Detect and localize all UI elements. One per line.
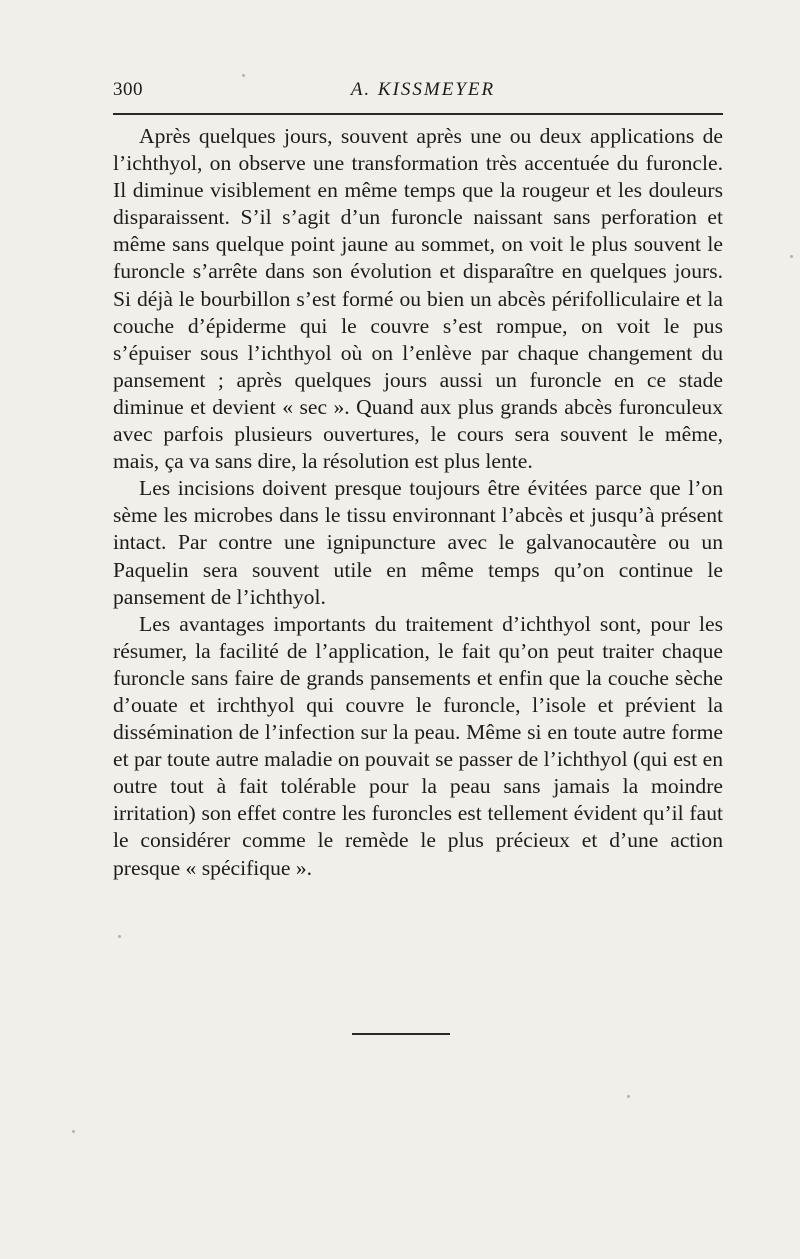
running-title: A. KISSMEYER <box>350 79 496 100</box>
paragraph-2: Les incisions doivent presque toujours être évitées parce que l’on sème les microbes dans le tissu environnant l’abcès et jusqu’à présent intact. Par contre une ignipuncture avec le galvanocautère ou un Paquelin sera souvent utile en même temps qu’on continue le pansement de l’ichthyol. <box>113 476 723 609</box>
paper-speck <box>72 1130 75 1133</box>
paper-speck <box>118 935 121 938</box>
paper-speck <box>242 74 245 77</box>
body-text <box>113 123 723 882</box>
page-number: 300 <box>113 79 143 100</box>
paragraph-3: Les avantages importants du traitement d’ichthyol sont, pour les résumer, la facilité de l’application, le fait qu’on peut traiter chaque furoncle sans faire de grands pansements et enfin que la couche sèche d’ouate et irchthyol qui couvre le furoncle, l’isole et prévient la dissémination de l’infection sur la peau. Même si en toute autre forme et par toute autre maladie on pouvait se passer de l’ichthyol (qui est en outre tout à fait tolérable pour la peau sans jamais la moindre irritation) son effet contre les furoncles est tellement évident qu’il faut le considérer comme le remède le plus précieux et d’une action presque « spécifique ». <box>113 611 723 880</box>
header-rule <box>113 113 723 115</box>
paper-speck <box>627 1095 630 1098</box>
paragraph-1: Après quelques jours, souvent après une ou deux applications de l’ichthyol, on observe une transformation très accentuée du furoncle. Il diminue visiblement en même temps que la rougeur et les douleurs disparaissent. S’il s’agit d’un furoncle naissant sans perforation et même sans quelque point jaune au sommet, on voit le plus souvent le furoncle s’arrête dans son évolution et disparaître en quelques jours. Si déjà le bourbillon s’est formé ou bien un abcès périfolliculaire et la couche d’épiderme qui le couvre s’est rompue, on voit le pus s’épuiser sous l’ichthyol où on l’enlève par chaque changement du pansement ; après quelques jours aussi un furoncle en ce stade diminue et devient « sec ». Quand aux plus grands abcès furonculeux avec parfois plusieurs ouvertures, le cours sera souvent le même, mais, ça va sans dire, la résolution est plus lente. <box>113 124 723 474</box>
paper-speck <box>790 255 793 258</box>
running-head <box>113 79 723 105</box>
end-rule <box>352 1033 450 1035</box>
